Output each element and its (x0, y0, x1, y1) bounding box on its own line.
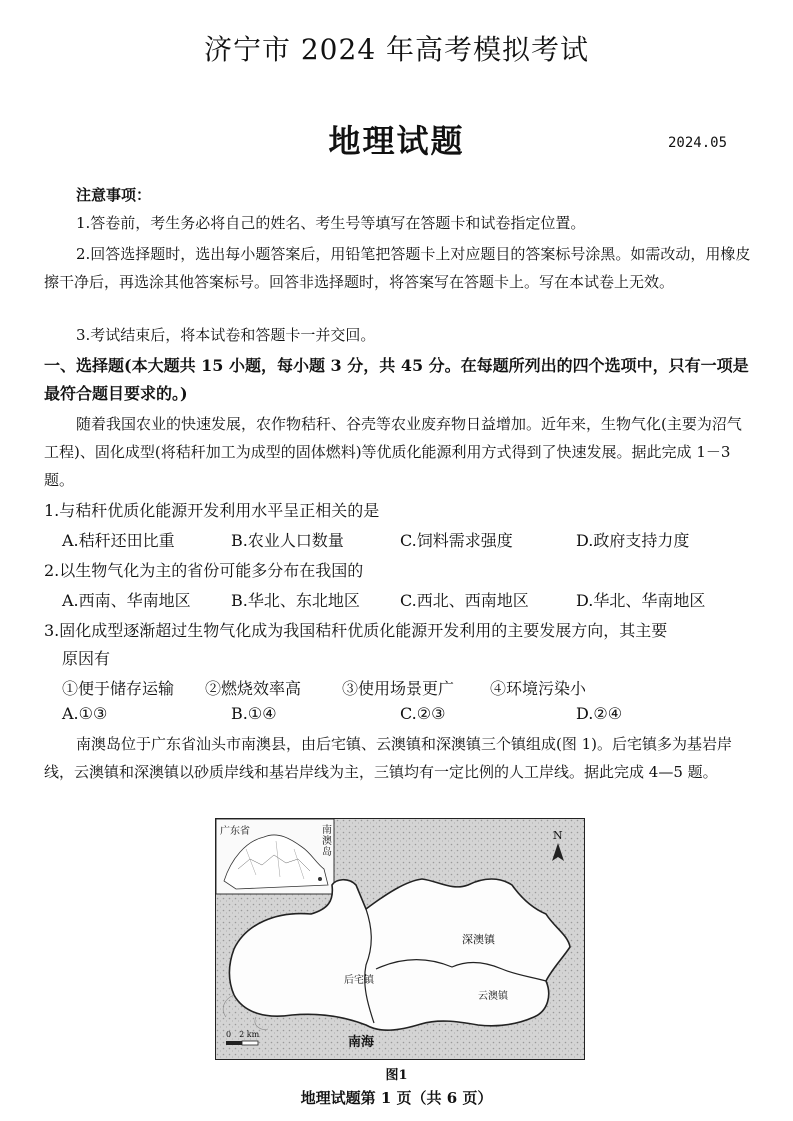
question-3-stem-cont: 原因有 (62, 649, 111, 668)
inset-province-label: 广东省 (220, 826, 250, 837)
q1-option-b: B.农业人口数量 (231, 531, 344, 550)
notice-heading: 注意事项： (76, 186, 152, 204)
q3-option-b: B.①④ (231, 704, 277, 723)
notice-item-2: 2.回答选择题时，选出每小题答案后，用铅笔把答题卡上对应题目的答案标号涂黑。如需改动，用橡皮擦干净后，再选涂其他答案标号。回答非选择题时，将答案写在答题卡上。写在本试卷上无效。 (44, 245, 751, 291)
passage-1: 随着我国农业的快速发展，农作物秸秆、谷壳等农业废弃物日益增加。近年来，生物气化(主要为沼气工程)、固化成型(将秸秆加工为成型的固体燃料)等优质化能源利用方式得到了快速发展。据此完成 1－3 题。 (44, 415, 742, 489)
scale-bar-dark (226, 1041, 242, 1045)
figure-caption: 图1 (385, 1068, 408, 1083)
north-label: N (553, 829, 563, 842)
notice-item-3: 3.考试结束后，将本试卷和答题卡一并交回。 (76, 326, 376, 344)
section-heading: 一、选择题(本大题共 15 小题，每小题 3 分，共 45 分。在每题所列出的四个选项中，只有一项是最符合题目要求的。) (44, 356, 749, 403)
sea-label: 南海 (348, 1035, 375, 1050)
inset-island-label: 南澳岛 (322, 825, 332, 858)
inset-island-marker (318, 877, 322, 881)
page-footer: 地理试题第 1 页（共 6 页） (300, 1089, 493, 1107)
question-1-stem: 1.与秸秆优质化能源开发利用水平呈正相关的是 (44, 501, 380, 520)
q2-option-b: B.华北、东北地区 (231, 591, 360, 610)
question-2-stem: 2.以生物气化为主的省份可能多分布在我国的 (44, 561, 364, 580)
q3-option-a: A.①③ (62, 704, 108, 723)
figure-1-map (215, 818, 585, 1060)
subject-title: 地理试题 (328, 122, 465, 160)
q3-statement-4: ④环境污染小 (490, 679, 587, 698)
q1-option-a: A.秸秆还田比重 (62, 531, 175, 550)
q1-option-d: D.政府支持力度 (576, 531, 690, 550)
q2-option-c: C.西北、西南地区 (400, 591, 529, 610)
map-drawing (216, 819, 584, 1059)
town-label-shen-ao: 深澳镇 (462, 933, 495, 946)
notice-item-1: 1.答卷前，考生务必将自己的姓名、考生号等填写在答题卡和试卷指定位置。 (76, 214, 586, 232)
q3-statement-3: ③使用场景更广 (342, 679, 455, 698)
exam-title: 济宁市 2024 年高考模拟考试 (203, 33, 590, 66)
q1-option-c: C.饲料需求强度 (400, 531, 513, 550)
town-label-hou-zhai: 后宅镇 (344, 975, 374, 986)
q3-statement-2: ②燃烧效率高 (205, 679, 302, 698)
q2-option-d: D.华北、华南地区 (576, 591, 706, 610)
question-3-stem: 3.固化成型逐渐超过生物气化成为我国秸秆优质化能源开发利用的主要发展方向，其主要 (44, 621, 668, 640)
passage-2: 南澳岛位于广东省汕头市南澳县，由后宅镇、云澳镇和深澳镇三个镇组成(图 1)。后宅镇多为基岩岸线，云澳镇和深澳镇以砂质岸线和基岩岸线为主，三镇均有一定比例的人工岸线。据此完成 4—5 题。 (44, 735, 733, 781)
q2-option-a: A.西南、华南地区 (62, 591, 191, 610)
q3-statement-1: ①便于储存运输 (62, 679, 175, 698)
q3-option-d: D.②④ (576, 704, 623, 723)
q3-option-c: C.②③ (400, 704, 446, 723)
town-label-yun-ao: 云澳镇 (478, 991, 508, 1002)
scale-label: 0 2 km (226, 1030, 260, 1039)
exam-date: 2024.05 (668, 135, 728, 151)
scale-bar-light (242, 1041, 258, 1045)
